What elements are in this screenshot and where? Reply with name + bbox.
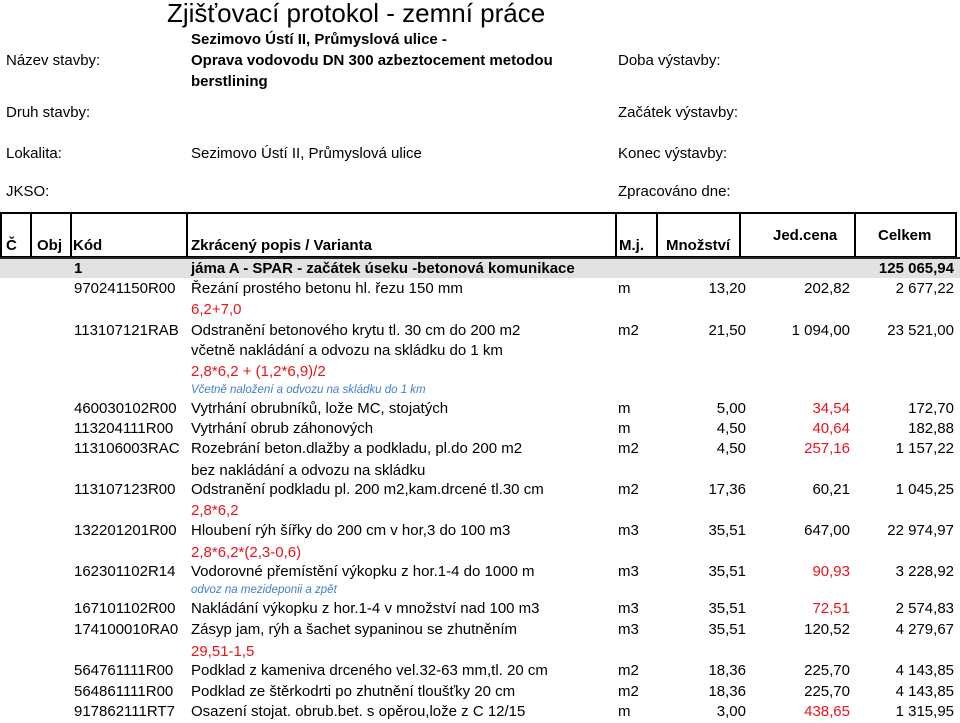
item-total: 182,88 <box>908 420 954 437</box>
item-description: Vytrhání obrubníků, lože MC, stojatých <box>191 400 449 417</box>
sub-text: bez nakládání a odvozu na skládku <box>191 462 426 479</box>
item-unit: m3 <box>618 600 639 617</box>
item-unit-price: 90,93 <box>812 563 850 580</box>
item-description: Vytrhání obrub záhonových <box>191 420 374 437</box>
item-total: 4 143,85 <box>895 683 954 700</box>
item-code: 162301102R14 <box>74 563 176 580</box>
group-total: 125 065,94 <box>878 260 954 277</box>
item-description: Hloubení rýh šířky do 200 cm v hor,3 do 100 m3 <box>191 522 511 539</box>
item-quantity: 35,51 <box>708 522 746 539</box>
sub-text: 29,51-1,5 <box>191 643 255 660</box>
divider <box>615 214 617 256</box>
item-unit: m3 <box>618 621 639 638</box>
nazev-value-line2: Oprava vodovodu DN 300 azbeztocement metodou <box>191 52 553 69</box>
item-unit: m3 <box>618 522 639 539</box>
lokalita-value: Sezimovo Ústí II, Průmyslová ulice <box>191 145 422 162</box>
item-unit: m <box>618 280 631 297</box>
item-description: Podklad ze štěrkodrti po zhutnění tloušťky 20 cm <box>191 683 516 700</box>
page-title: Zjišťovací protokol - zemní práce <box>167 0 546 28</box>
zacatek-label: Začátek výstavby: <box>618 104 739 121</box>
col-c: Č <box>6 237 17 254</box>
sub-text: Včetně naložení a odvozu na skládku do 1 km <box>191 384 426 396</box>
item-total: 23 521,00 <box>887 322 954 339</box>
item-description: Řezání prostého betonu hl. řezu 150 mm <box>191 280 463 297</box>
item-total: 4 143,85 <box>895 662 954 679</box>
item-description: Osazení stojat. obrub.bet. s opěrou,lože z C 12/15 <box>191 703 526 720</box>
col-cena: Jed.cena <box>773 227 838 244</box>
item-quantity: 4,50 <box>716 420 746 437</box>
item-unit-price: 1 094,00 <box>791 322 850 339</box>
item-code: 113204111R00 <box>74 420 174 437</box>
sub-text: 2,8*6,2 + (1,2*6,9)/2 <box>191 363 326 380</box>
item-unit-price: 34,54 <box>812 400 850 417</box>
item-code: 132201201R00 <box>74 522 177 539</box>
item-code: 174100010RA0 <box>74 621 179 638</box>
item-unit: m2 <box>618 322 639 339</box>
item-unit-price: 438,65 <box>804 703 850 720</box>
item-total: 1 157,22 <box>895 440 954 457</box>
divider <box>0 257 960 259</box>
item-quantity: 3,00 <box>716 703 746 720</box>
item-quantity: 17,36 <box>708 481 746 498</box>
item-unit: m2 <box>618 440 639 457</box>
item-quantity: 18,36 <box>708 662 746 679</box>
divider <box>656 214 658 256</box>
group-label: jáma A - SPAR - začátek úseku -betonová komunikace <box>191 260 575 277</box>
nazev-value-line1: Sezimovo Ústí II, Průmyslová ulice - <box>191 31 447 48</box>
item-quantity: 35,51 <box>708 563 746 580</box>
sub-text: 6,2+7,0 <box>191 301 242 318</box>
divider <box>854 214 856 256</box>
item-description: Vodorovné přemístění výkopku z hor.1-4 do 1000 m <box>191 563 535 580</box>
item-unit: m3 <box>618 563 639 580</box>
sub-text: včetně nakládání a odvozu na skládku do 1 km <box>191 342 503 359</box>
item-quantity: 4,50 <box>716 440 746 457</box>
divider <box>70 214 72 256</box>
item-unit: m <box>618 400 631 417</box>
item-total: 1 045,25 <box>895 481 954 498</box>
item-total: 172,70 <box>908 400 954 417</box>
nazev-label: Název stavby: <box>6 52 101 69</box>
group-number: 1 <box>74 260 83 277</box>
item-unit: m <box>618 420 631 437</box>
item-unit-price: 72,51 <box>812 600 850 617</box>
item-code: 113107121RAB <box>74 322 179 339</box>
item-total: 2 574,83 <box>895 600 954 617</box>
col-popis: Zkrácený popis / Varianta <box>191 237 372 254</box>
doba-label: Doba výstavby: <box>618 52 721 69</box>
col-obj: Obj <box>37 237 62 254</box>
item-code: 917862111RT7 <box>74 703 175 720</box>
divider <box>30 214 32 256</box>
item-unit: m2 <box>618 683 639 700</box>
item-unit-price: 225,70 <box>804 683 850 700</box>
item-unit: m2 <box>618 662 639 679</box>
item-code: 564861111R00 <box>74 683 174 700</box>
item-quantity: 21,50 <box>708 322 746 339</box>
item-quantity: 18,36 <box>708 683 746 700</box>
item-description: Odstranění podkladu pl. 200 m2,kam.drcené tl.30 cm <box>191 481 544 498</box>
divider <box>739 214 741 256</box>
zpracovano-label: Zpracováno dne: <box>618 183 731 200</box>
item-description: Rozebrání beton.dlažby a podkladu, pl.do 200 m2 <box>191 440 523 457</box>
divider <box>186 214 188 256</box>
item-quantity: 35,51 <box>708 600 746 617</box>
item-unit-price: 225,70 <box>804 662 850 679</box>
col-kod: Kód <box>73 237 103 254</box>
item-description: Podklad z kameniva drceného vel.32-63 mm,tl. 20 cm <box>191 662 548 679</box>
item-unit-price: 40,64 <box>812 420 850 437</box>
item-code: 113107123R00 <box>74 481 176 498</box>
sub-text: 2,8*6,2 <box>191 502 239 519</box>
item-unit-price: 257,16 <box>804 440 850 457</box>
col-mj: M.j. <box>619 237 644 254</box>
jkso-label: JKSO: <box>6 183 50 200</box>
konec-label: Konec výstavby: <box>618 145 728 162</box>
item-code: 970241150R00 <box>74 280 176 297</box>
item-unit: m <box>618 703 631 720</box>
item-total: 3 228,92 <box>895 563 954 580</box>
item-code: 460030102R00 <box>74 400 177 417</box>
item-quantity: 5,00 <box>716 400 746 417</box>
col-celkem: Celkem <box>878 227 932 244</box>
item-unit-price: 647,00 <box>804 522 850 539</box>
item-unit: m2 <box>618 481 639 498</box>
sub-text: odvoz na mezideponii a zpět <box>191 584 337 596</box>
item-description: Odstranění betonového krytu tl. 30 cm do 200 m2 <box>191 322 521 339</box>
lokalita-label: Lokalita: <box>6 145 62 162</box>
item-total: 4 279,67 <box>895 621 954 638</box>
druh-label: Druh stavby: <box>6 104 91 121</box>
item-code: 564761111R00 <box>74 662 174 679</box>
item-unit-price: 120,52 <box>804 621 850 638</box>
item-description: Zásyp jam, rýh a šachet sypaninou se zhutněním <box>191 621 518 638</box>
item-quantity: 13,20 <box>708 280 746 297</box>
item-total: 1 315,95 <box>895 703 954 720</box>
item-unit-price: 202,82 <box>804 280 850 297</box>
item-quantity: 35,51 <box>708 621 746 638</box>
item-code: 113106003RAC <box>74 440 180 457</box>
item-total: 22 974,97 <box>887 522 954 539</box>
nazev-value-line3: berstlining <box>191 73 268 90</box>
item-unit-price: 60,21 <box>812 481 850 498</box>
item-total: 2 677,22 <box>895 280 954 297</box>
col-mnozstvi: Množství <box>666 237 731 254</box>
sub-text: 2,8*6,2*(2,3-0,6) <box>191 544 302 561</box>
item-code: 167101102R00 <box>74 600 176 617</box>
item-description: Nakládání výkopku z hor.1-4 v množství nad 100 m3 <box>191 600 540 617</box>
